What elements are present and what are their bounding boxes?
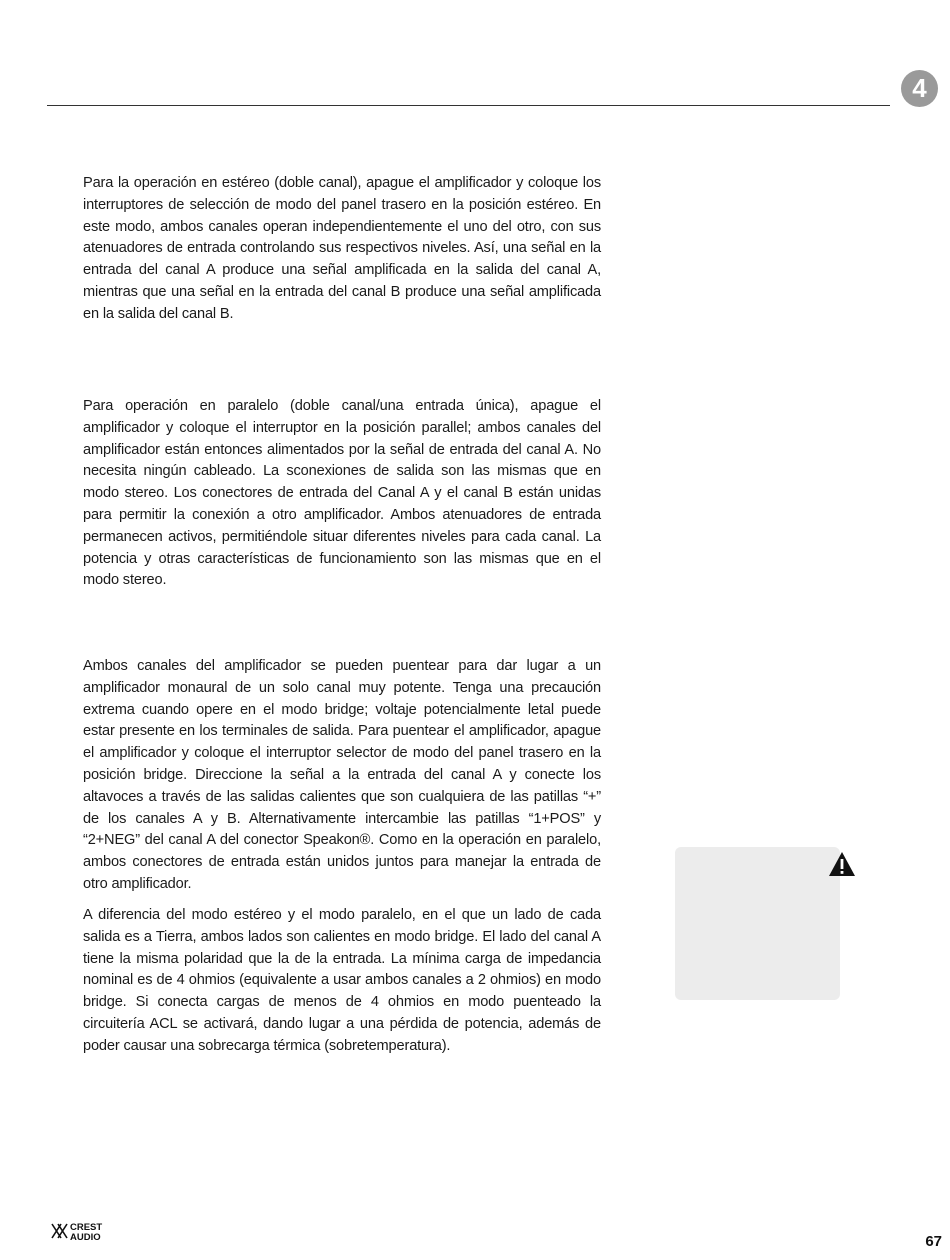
warning-icon: [828, 851, 856, 877]
page-number: 67: [925, 1233, 942, 1250]
logo-text-crest: CREST: [70, 1222, 103, 1233]
paragraph-text: Para operación en paralelo (doble canal/una entrada única), apague el amplificador y coloque el interruptor en la posición parallel; ambos canales del amplificador están entonces alimentados por la señal de entrada del canal A. No necesita ningún cableado. La sconexiones de salida son las mismas que en modo stereo. Los conectores de entrada del Canal A y el canal B están unidas para permitir la conexión a otro amplificador. Ambos atenuadores de entrada permanecen activos, permitiéndole situar diferentes niveles para cada canal. La potencia y otras características de funcionamiento son las mismas que en el modo stereo.: [83, 398, 601, 589]
body-paragraph-parallel: [83, 396, 601, 592]
body-paragraph-bridge: [83, 656, 601, 896]
paragraph-text: Ambos canales del amplificador se pueden puentear para dar lugar a un amplificador monaural de un solo canal muy potente. Tenga una precaución extrema cuando opere en el modo bridge; voltaje potencialmente letal puede estar presente en los terminales de salida. Para puentear el amplificador, apague el amplificador y coloque el interruptor selector de modo del panel trasero en la posición bridge. Direccione la señal a la entrada del canal A y conecte los altavoces a través de las salidas calientes que son cualquiera de las patillas “+” de los canales A y B. Alternativamente intercambie las patillas “1+POS” y “2+NEG” del canal A del conector Speakon®. Como en la operación en paralelo, ambos conectores de entrada están unidos juntos para manejar la entrada de otro amplificador.: [83, 658, 601, 892]
body-paragraph-stereo: [83, 173, 601, 326]
paragraph-text: Para la operación en estéreo (doble canal), apague el amplificador y coloque los interruptores de selección de modo del panel trasero en la posición estéreo. En este modo, ambos canales operan independientemente el uno del otro, con sus atenuadores de entrada controlando sus respectivos niveles. Así, una señal en la entrada del canal A produce una señal amplificada en la salida del canal A, mientras que una señal en la entrada del canal B produce una señal amplificada en la salida del canal B.: [83, 175, 601, 322]
body-paragraph-bridge-polarity: [83, 905, 601, 1058]
header-rule: [47, 105, 890, 106]
crest-audio-logo: [50, 1220, 130, 1242]
logo-text-audio: AUDIO: [70, 1232, 101, 1242]
chapter-number-badge: 4: [901, 70, 938, 107]
paragraph-text: A diferencia del modo estéreo y el modo paralelo, en el que un lado de cada salida es a Tierra, ambos lados son calientes en modo bridge. El lado del canal A tiene la misma polaridad que la de la entrada. La mínima carga de impedancia nominal es de 4 ohmios (equivalente a usar ambos canales a 2 ohmios) en modo bridge. Si conecta cargas de menos de 4 ohmios en modo puenteado la circuitería ACL se activará, dando lugar a una pérdida de potencia, además de poder causar una sobrecarga térmica (sobretemperatura).: [83, 907, 601, 1054]
sidebar-note-box: [675, 847, 840, 1000]
